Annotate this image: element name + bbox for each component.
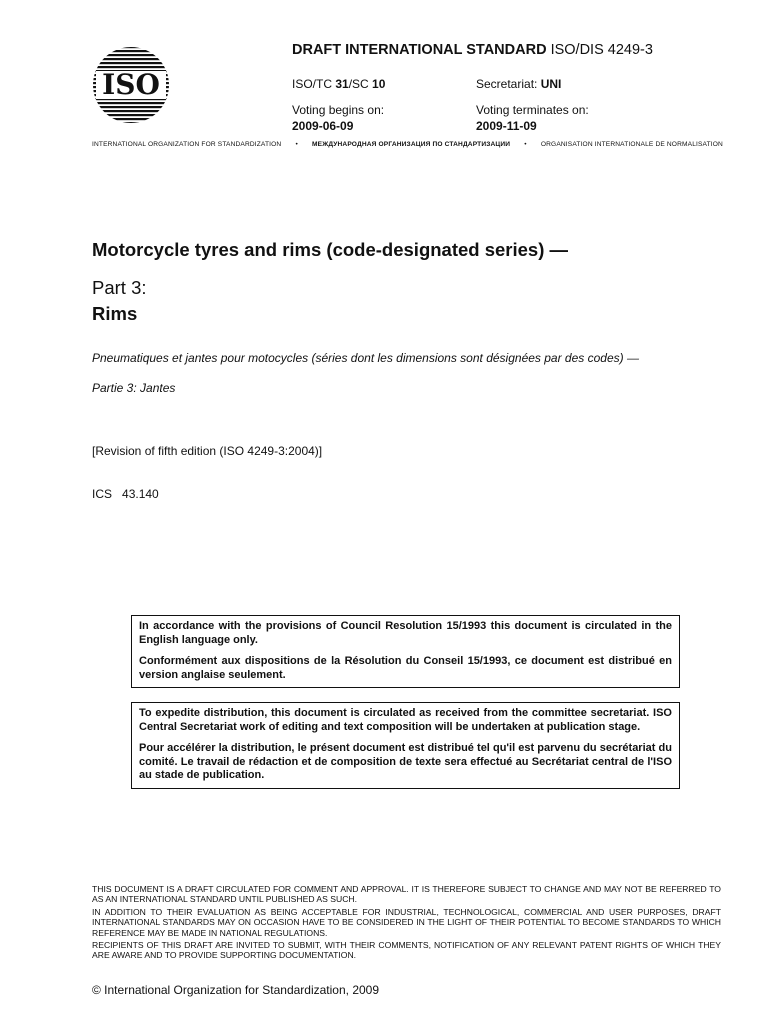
- organization-names-line: [92, 141, 723, 148]
- sc-number: 10: [372, 77, 386, 91]
- language-notice-french: Conformément aux dispositions de la Résolution du Conseil 15/1993, ce document est distribué en version anglaise seulement.: [139, 655, 672, 681]
- disclaimer-paragraph: RECIPIENTS OF THIS DRAFT ARE INVITED TO SUBMIT, WITH THEIR COMMENTS, NOTIFICATION OF ANY RELEVANT PATENT RIGHTS OF WHICH THEY ARE AWARE AND TO PROVIDE SUPPORTING DOCUMENTATION.: [92, 940, 721, 961]
- voting-terminates: [476, 102, 589, 134]
- org-separator: •: [295, 141, 298, 148]
- disclaimer-paragraph: IN ADDITION TO THEIR EVALUATION AS BEING ACCEPTABLE FOR INDUSTRIAL, TECHNOLOGICAL, COMMERCIAL AND USER PURPOSES, DRAFT INTERNATIONAL STANDARDS MAY ON OCCASION HAVE TO BE CONSIDERED IN THE LIGHT OF THEIR POTENTIAL TO BECOME STANDARDS TO WHICH REFERENCE MAY BE MADE IN NATIONAL REGULATIONS.: [92, 906, 721, 938]
- secretariat-value: UNI: [540, 77, 562, 91]
- document-type: DRAFT INTERNATIONAL STANDARD: [292, 42, 547, 58]
- iso-logo: [92, 46, 170, 124]
- voting-begins-label: Voting begins on:: [292, 103, 385, 117]
- language-notice-english: In accordance with the provisions of Council Resolution 15/1993 this document is circulated in the English language only.: [139, 620, 672, 646]
- distribution-notice-english: To expedite distribution, this document is circulated as received from the committee secretariat. ISO Central Secretariat work of editing and text composition will be undertaken at publication stage.: [139, 707, 672, 733]
- document-number: ISO/DIS 4249-3: [550, 42, 653, 58]
- ics-code: [92, 487, 159, 501]
- org-name-english: INTERNATIONAL ORGANIZATION FOR STANDARDIZATION: [92, 141, 282, 148]
- voting-terminates-date: 2009-11-09: [476, 119, 537, 133]
- ics-label: ICS: [92, 487, 113, 501]
- secretariat: [476, 76, 561, 92]
- distribution-notice-box: [131, 702, 680, 789]
- document-header: [292, 42, 653, 58]
- secretariat-label: Secretariat:: [476, 77, 541, 91]
- tc-number: 31: [335, 77, 349, 91]
- voting-terminates-label: Voting terminates on:: [476, 103, 589, 117]
- french-part-title: Partie 3: Jantes: [92, 381, 176, 395]
- disclaimer-paragraph: THIS DOCUMENT IS A DRAFT CIRCULATED FOR COMMENT AND APPROVAL. IT IS THEREFORE SUBJECT TO CHANGE AND MAY NOT BE REFERRED TO AS AN INTERNATIONAL STANDARD UNTIL PUBLISHED AS SUCH.: [92, 884, 721, 905]
- ics-value: 43.140: [122, 487, 159, 501]
- committee-reference: ISO/TC 31/SC 10: [292, 77, 386, 91]
- org-name-russian: МЕЖДУНАРОДНАЯ ОРГАНИЗАЦИЯ ПО СТАНДАРТИЗАЦИИ: [312, 141, 511, 148]
- document-title: Motorcycle tyres and rims (code-designated series) —: [92, 239, 569, 260]
- org-separator: •: [524, 141, 527, 148]
- voting-begins-date: 2009-06-09: [292, 119, 354, 133]
- part-number: Part 3:: [92, 277, 147, 298]
- org-name-french: ORGANISATION INTERNATIONALE DE NORMALISATION: [540, 141, 723, 148]
- part-name: Rims: [92, 303, 138, 324]
- distribution-notice-french: Pour accélérer la distribution, le présent document est distribué tel qu'il est parvenu du secrétariat du comité. Le travail de rédaction et de composition de texte sera effectué au Secrétariat central de l'ISO au stade de publication.: [139, 742, 672, 781]
- revision-note: [Revision of fifth edition (ISO 4249-3:2004)]: [92, 444, 323, 458]
- voting-begins: [292, 102, 384, 134]
- french-title: Pneumatiques et jantes pour motocycles (séries dont les dimensions sont désignées par des codes) —: [92, 351, 639, 365]
- iso-logo-wordmark: ISO: [102, 68, 160, 101]
- draft-disclaimer: [92, 884, 721, 963]
- copyright-notice: © International Organization for Standardization, 2009: [92, 983, 380, 997]
- language-notice-box: [131, 615, 680, 688]
